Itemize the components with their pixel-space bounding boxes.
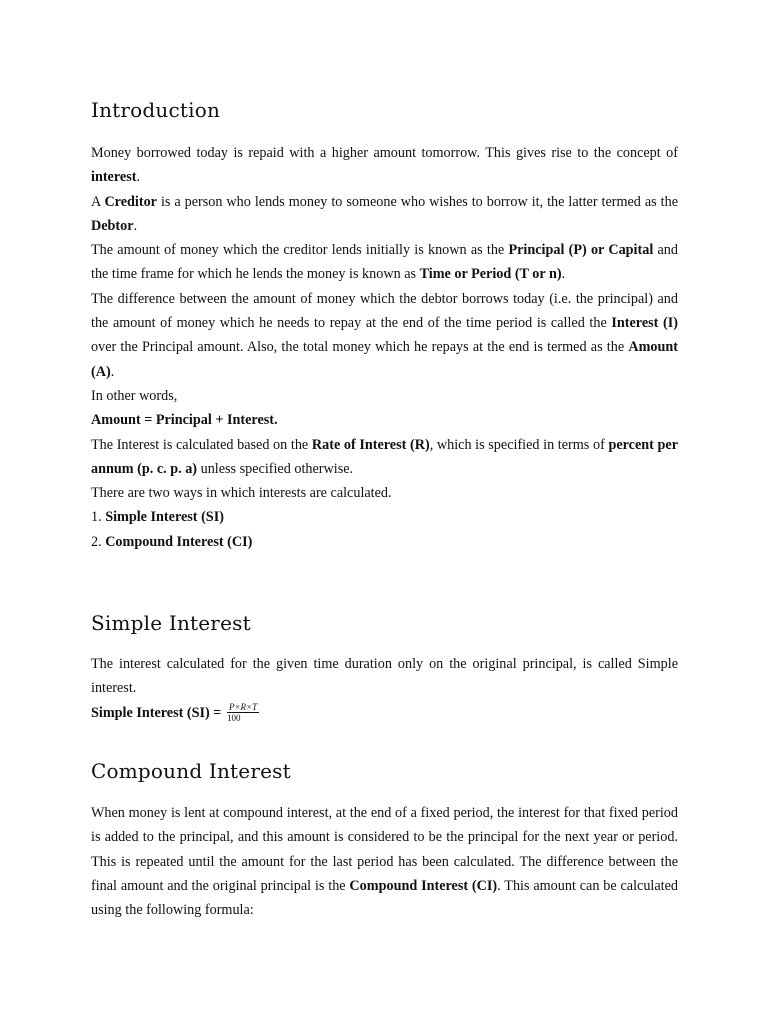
intro-paragraph-7: The Interest is calculated based on the Rate of Interest (R), which is specified in terms of percent per annum (p. c. p. a) unless specified otherwise. <box>91 436 678 477</box>
intro-paragraph-1: Money borrowed today is repaid with a higher amount tomorrow. This gives rise to the concept of interest. <box>91 145 678 186</box>
compound-interest-paragraph: When money is lent at compound interest, at the end of a fixed period, the interest for that fixed period is added to the principal, and this amount is considered to be the principal for the next year or period. This is repeated until the amount for the last period has been calculated. The difference between the final amount and the original principal is the Compound Interest (CI). This amount can be calculated using the following formula: <box>91 805 678 919</box>
introduction-body <box>91 141 678 554</box>
heading-compound-interest: Compound Interest <box>91 759 291 783</box>
intro-paragraph-5: In other words, <box>91 387 178 404</box>
intro-formula-amount: Amount = Principal + Interest. <box>91 412 278 429</box>
list-item-simple-interest: 1. Simple Interest (SI) <box>91 509 224 526</box>
heading-simple-interest: Simple Interest <box>91 611 251 635</box>
compound-interest-body <box>91 801 678 922</box>
heading-introduction: Introduction <box>91 98 221 122</box>
formula-fraction: $\frac{P\times R\times T}{100}$ <box>226 702 258 724</box>
intro-paragraph-8: There are two ways in which interests are calculated. <box>91 485 392 502</box>
intro-paragraph-2: A Creditor is a person who lends money to someone who wishes to borrow it, the latter termed as the Debtor. <box>91 193 678 234</box>
simple-interest-body <box>91 652 678 725</box>
simple-interest-paragraph: The interest calculated for the given time duration only on the original principal, is called Simple interest. <box>91 656 678 697</box>
intro-paragraph-3: The amount of money which the creditor lends initially is known as the Principal (P) or Capital and the time frame for which he lends the money is known as Time or Period (T or n). <box>91 242 678 283</box>
simple-interest-formula: Simple Interest (SI) = $\frac{P\times R\times T}{100}$ <box>91 702 258 724</box>
list-item-compound-interest: 2. Compound Interest (CI) <box>91 533 253 550</box>
intro-paragraph-4: The difference between the amount of money which the debtor borrows today (i.e. the principal) and the amount of money which he needs to repay at the end of the time period is called the Interest (I) over the Principal amount. Also, the total money which he repays at the end is termed as the Amount (A). <box>91 290 678 380</box>
